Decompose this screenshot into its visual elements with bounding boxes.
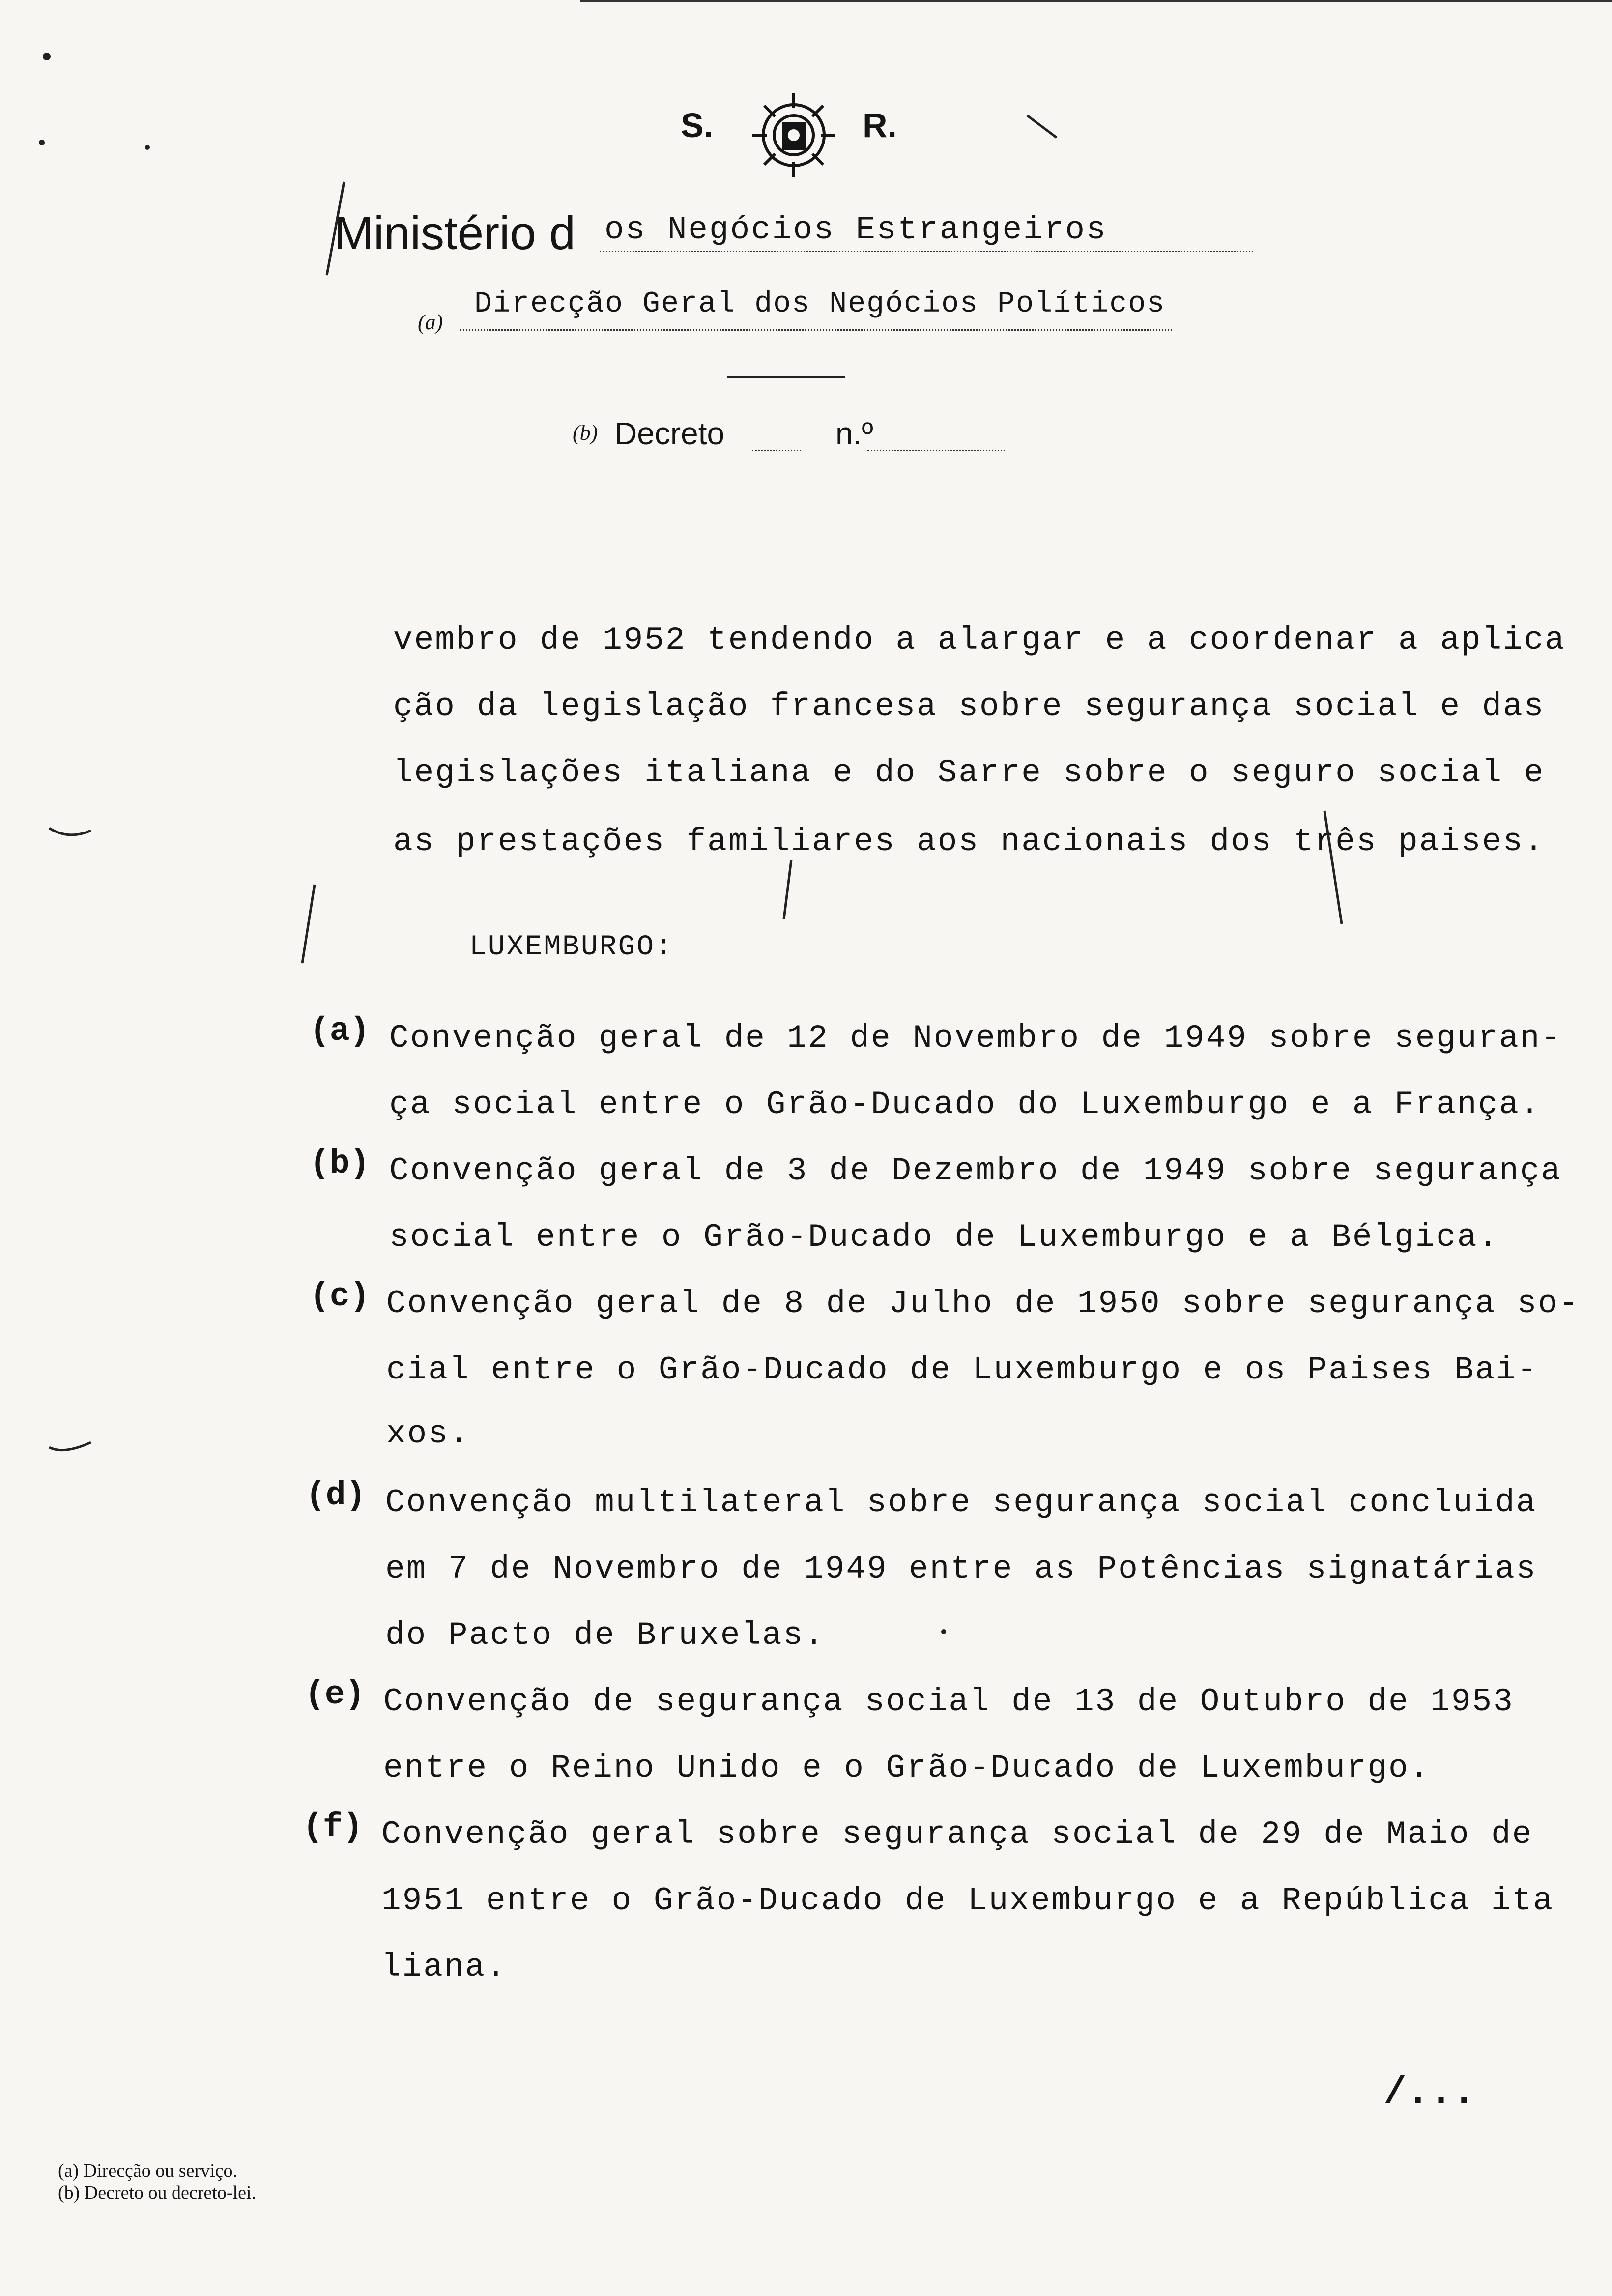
item-line: entre o Reino Unido e o Grão-Ducado de Luxemburgo. [383,1750,1431,1786]
item-line: Convenção de segurança social de 13 de Outubro de 1953 [383,1683,1514,1720]
item-line: ça social entre o Grão-Ducado do Luxemburgo e a França. [389,1086,1541,1123]
header-letter-r: R. [863,106,897,144]
intro-line: legislações italiana e do Sarre sobre o seguro social e [393,754,1545,791]
intro-line: ção da legislação francesa sobre segurança social e das [393,688,1545,725]
item-line: cial entre o Grão-Ducado de Luxemburgo e os Paises Bai- [386,1351,1538,1388]
item-letter: (d) [306,1477,366,1515]
decree-number-label: n.º [835,416,873,451]
item-letter: (b) [310,1145,370,1183]
item-letter: (c) [310,1278,370,1316]
header-letter-s: S. [681,106,714,144]
item-line: Convenção geral de 3 de Dezembro de 1949 sobre segurança [389,1152,1562,1189]
item-line: Convenção geral de 8 de Julho de 1950 sobre segurança so- [386,1285,1580,1322]
ministry-name: os Negócios Estrangeiros [604,211,1107,248]
item-line: 1951 entre o Grão-Ducado de Luxemburgo e a República ita [381,1882,1554,1919]
item-letter: (e) [305,1676,365,1714]
section-title: LUXEMBURGO: [469,931,674,963]
directorate-name: Direcção Geral dos Negócios Políticos [474,287,1166,321]
footnote-b: (b) Decreto ou decreto-lei. [58,2182,257,2203]
item-line: Convenção multilateral sobre segurança social concluida [385,1484,1537,1521]
footnote-a: (a) Direcção ou serviço. [58,2160,238,2181]
item-line: Convenção geral sobre segurança social de 29 de Maio de [381,1816,1533,1853]
item-line: Convenção geral de 12 de Novembro de 1949 sobre seguran- [389,1020,1562,1057]
continuation-mark: /... [1383,2071,1476,2115]
item-line: xos. [386,1415,470,1452]
item-letter: (a) [310,1012,370,1050]
directorate-marker: (a) [418,310,443,334]
item-letter: (f) [303,1808,363,1846]
item-line: em 7 de Novembro de 1949 entre as Potências signatárias [385,1550,1537,1587]
item-line: liana. [381,1949,507,1985]
decree-label: Decreto [614,416,725,451]
ministry-label: Ministério d [334,207,576,259]
decree-marker: (b) [573,421,598,445]
item-line: social entre o Grão-Ducado de Luxemburgo e a Bélgica. [389,1219,1499,1256]
item-line: do Pacto de Bruxelas. [385,1617,825,1654]
intro-line: as prestações familiares aos nacionais dos três paises. [393,823,1545,860]
intro-line: vembro de 1952 tendendo a alargar e a coordenar a aplica [393,622,1566,659]
